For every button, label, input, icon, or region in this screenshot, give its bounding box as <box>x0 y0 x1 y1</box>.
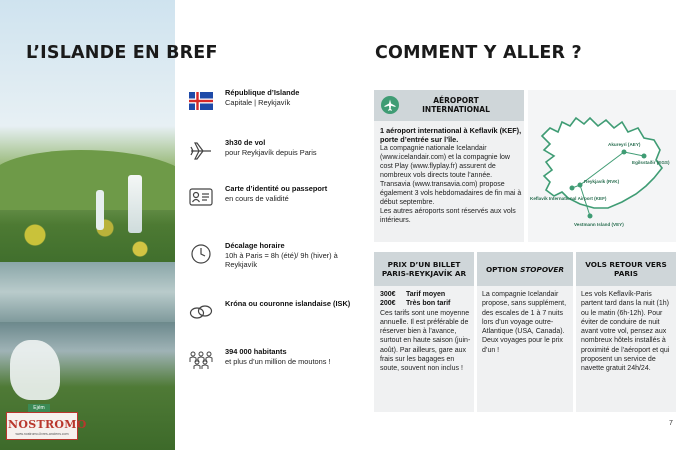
logo-name: NOSTROMO <box>8 418 87 431</box>
left-title: L’ISLANDE EN BREF <box>26 43 218 63</box>
map-label-kef <box>530 196 607 201</box>
info-text: et plus d’un million de moutons ! <box>225 356 331 366</box>
info-bold: Króna ou couronne islandaise (ISK) <box>225 299 351 308</box>
people-icon <box>188 349 214 371</box>
iceland-map <box>528 90 676 242</box>
river-foam <box>10 340 60 400</box>
airport-text <box>380 126 522 225</box>
airplane-icon <box>188 140 214 162</box>
nostromo-logo <box>6 404 87 444</box>
waterfall-small <box>96 190 104 230</box>
return-title: VOLS RETOUR VERS PARIS <box>576 252 676 286</box>
map-label-vey: Vestmann Island (VEY) <box>574 222 624 227</box>
info-text: pour Reykjavík depuis Paris <box>225 147 317 157</box>
map-label-aey: Akureyri (AEY) <box>608 142 641 147</box>
flowers <box>0 200 175 270</box>
info-text: Capitale | Reykjavík <box>225 97 291 107</box>
info-bold: Carte d’identité ou passeport <box>225 184 328 193</box>
id-card-icon <box>188 186 214 208</box>
coins-icon <box>188 301 214 323</box>
return-body: Les vols Keflavík-Paris partent tard dans la nuit (1h) ou le matin (6h-12h). Pour éviter de conduire de nuit avant votre vol, pensez aux nombreux hôtels installés à proximité de l’aéroport et qui proposent un service de navette gratuit 24h/24. <box>581 291 670 373</box>
page-number: 7 <box>669 420 673 427</box>
airport-body: La compagnie nationale Icelandair (www.icelandair.com) et la compagnie low cost Play (www.flyplay.fr) assurent de nombreux vols directs toute l’année. Transavia (www.transavia.com) propose également 3 vols hebdomadaires de fin mai à début septembre. <box>380 145 522 206</box>
airport-dot-rkv <box>578 183 583 188</box>
info-bold: République d’Islande <box>225 88 300 97</box>
price-body <box>380 290 472 374</box>
info-text: 10h à Paris = 8h (été)/ 9h (hiver) à Reykjavík <box>225 250 338 270</box>
map-label-kef-text: Keflavík International Airport (KEF) <box>530 196 607 201</box>
price-row: 300€ Tarif moyen <box>380 291 446 298</box>
info-bold: 394 000 habitants <box>225 347 287 356</box>
airport-dot-aey <box>622 150 627 155</box>
logo-tab: Ejém <box>28 404 50 412</box>
airport-dot-vey <box>588 214 593 219</box>
price-row: 200€ Très bon tarif <box>380 300 451 308</box>
airport-body-2: Les autres aéroports sont réservés aux vols intérieurs. <box>380 208 516 224</box>
map-label-rkv: Reykjavík (RVK) <box>584 179 620 184</box>
stopover-title: OPTION STOPOVER <box>477 252 573 286</box>
price-title: PRIX D’UN BILLET PARIS-REYKJAVÍK AR <box>374 252 474 286</box>
logo-sub: www.nostromo-livres-anciens.com <box>15 432 69 436</box>
info-bold: Décalage horaire <box>225 241 285 250</box>
landscape-photo <box>0 0 175 450</box>
airport-lead: 1 aéroport international à Keflavík (KEF), porte d’entrée sur l’île. <box>380 126 522 144</box>
price-text: Ces tarifs sont une moyenne annuelle. Il est préférable de réserver bien à l’avance, surtout en haute saison (juin-août). Par ailleurs, gare aux frais sur les bagages en soute, souvent non inclus ! <box>380 309 471 373</box>
stopover-body: La compagnie Icelandair propose, sans supplément, des escales de 1 à 7 nuits lors d’un voyage outre-Atlantique (USA, Canada). Deux voyages pour le prix d’un ! <box>482 291 567 354</box>
airport-dot-kef <box>570 186 575 191</box>
iceland-flag-icon <box>188 90 214 112</box>
river <box>0 262 175 322</box>
right-title: COMMENT Y ALLER ? <box>375 43 582 63</box>
info-text: en cours de validité <box>225 193 289 203</box>
map-label-egs: Egilsstaðir (EGS) <box>632 160 670 165</box>
waterfall <box>128 175 142 233</box>
airport-title: AÉROPORT INTERNATIONAL <box>422 96 490 114</box>
airport-dot-egs <box>642 154 647 159</box>
airplane-circle-icon <box>381 96 399 114</box>
info-bold: 3h30 de vol <box>225 138 266 147</box>
clock-icon <box>188 243 214 265</box>
